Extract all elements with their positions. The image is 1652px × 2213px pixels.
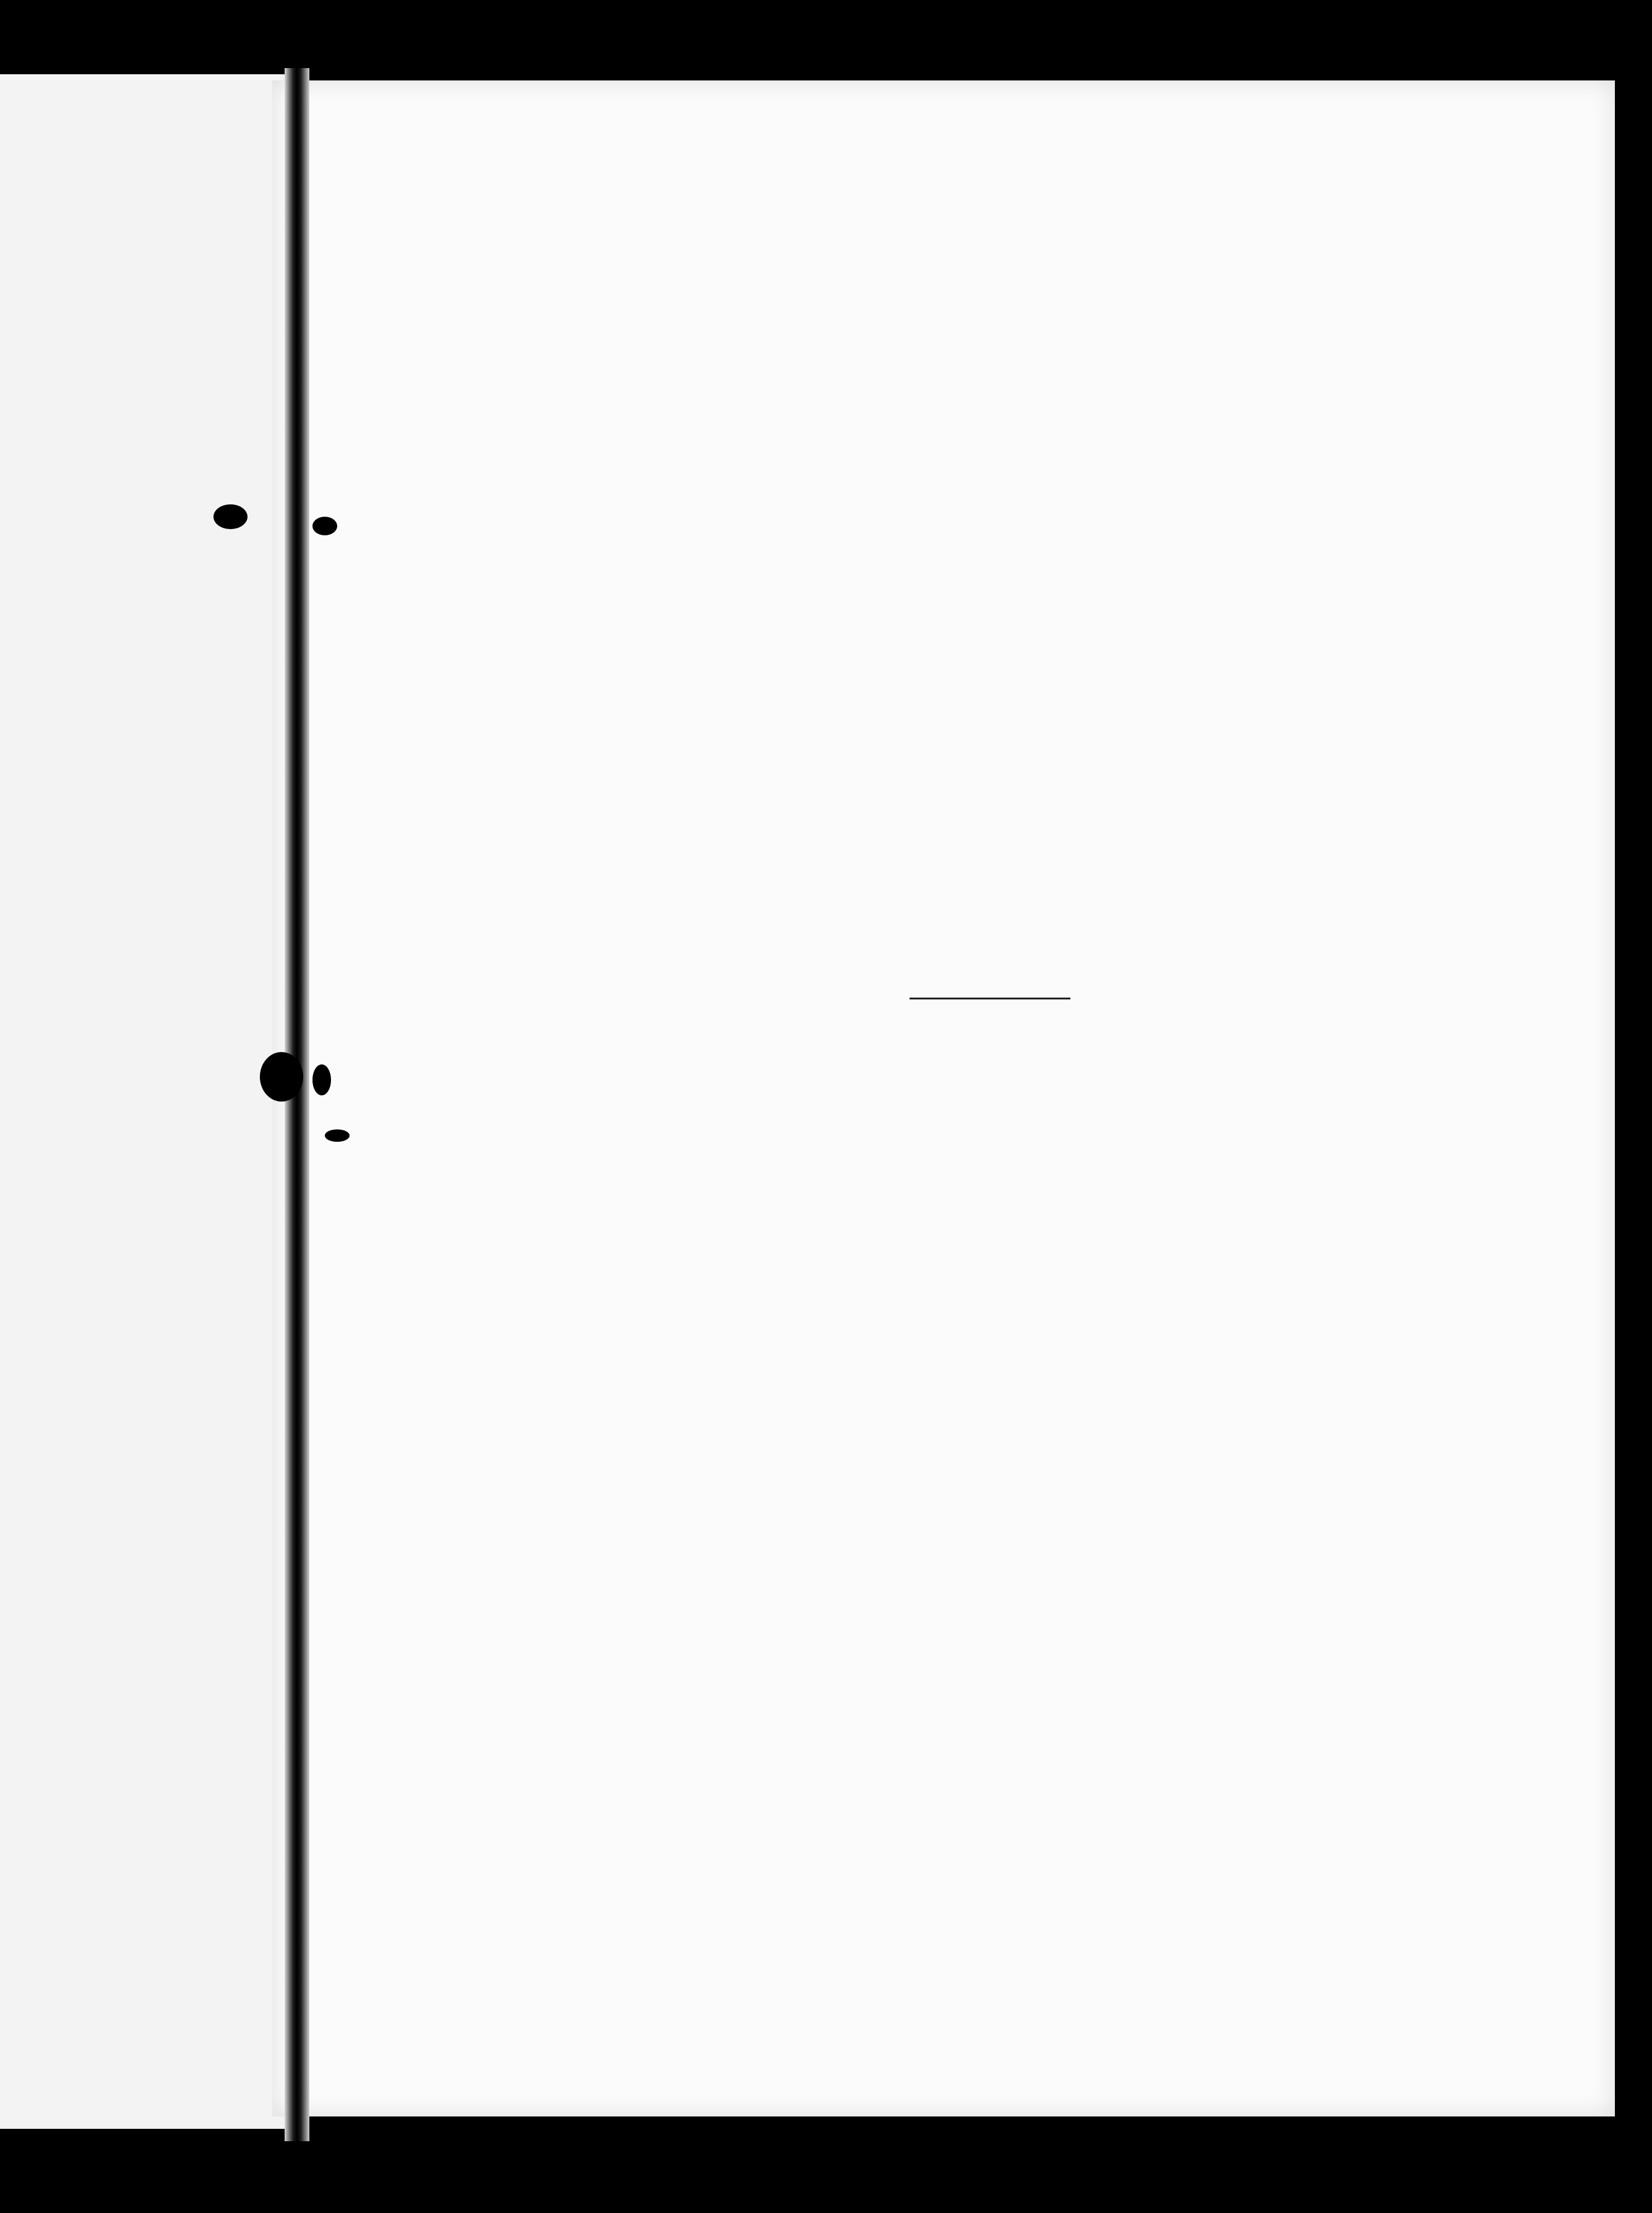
left-page — [0, 74, 303, 2129]
main-page — [272, 80, 1615, 2116]
ink-blot — [260, 1052, 303, 1102]
ink-blot — [213, 504, 247, 529]
book-spine — [285, 68, 309, 2141]
ink-blot — [312, 1064, 331, 1095]
section-divider — [910, 998, 1070, 999]
ink-blot — [312, 517, 337, 535]
ink-blot — [325, 1129, 350, 1142]
